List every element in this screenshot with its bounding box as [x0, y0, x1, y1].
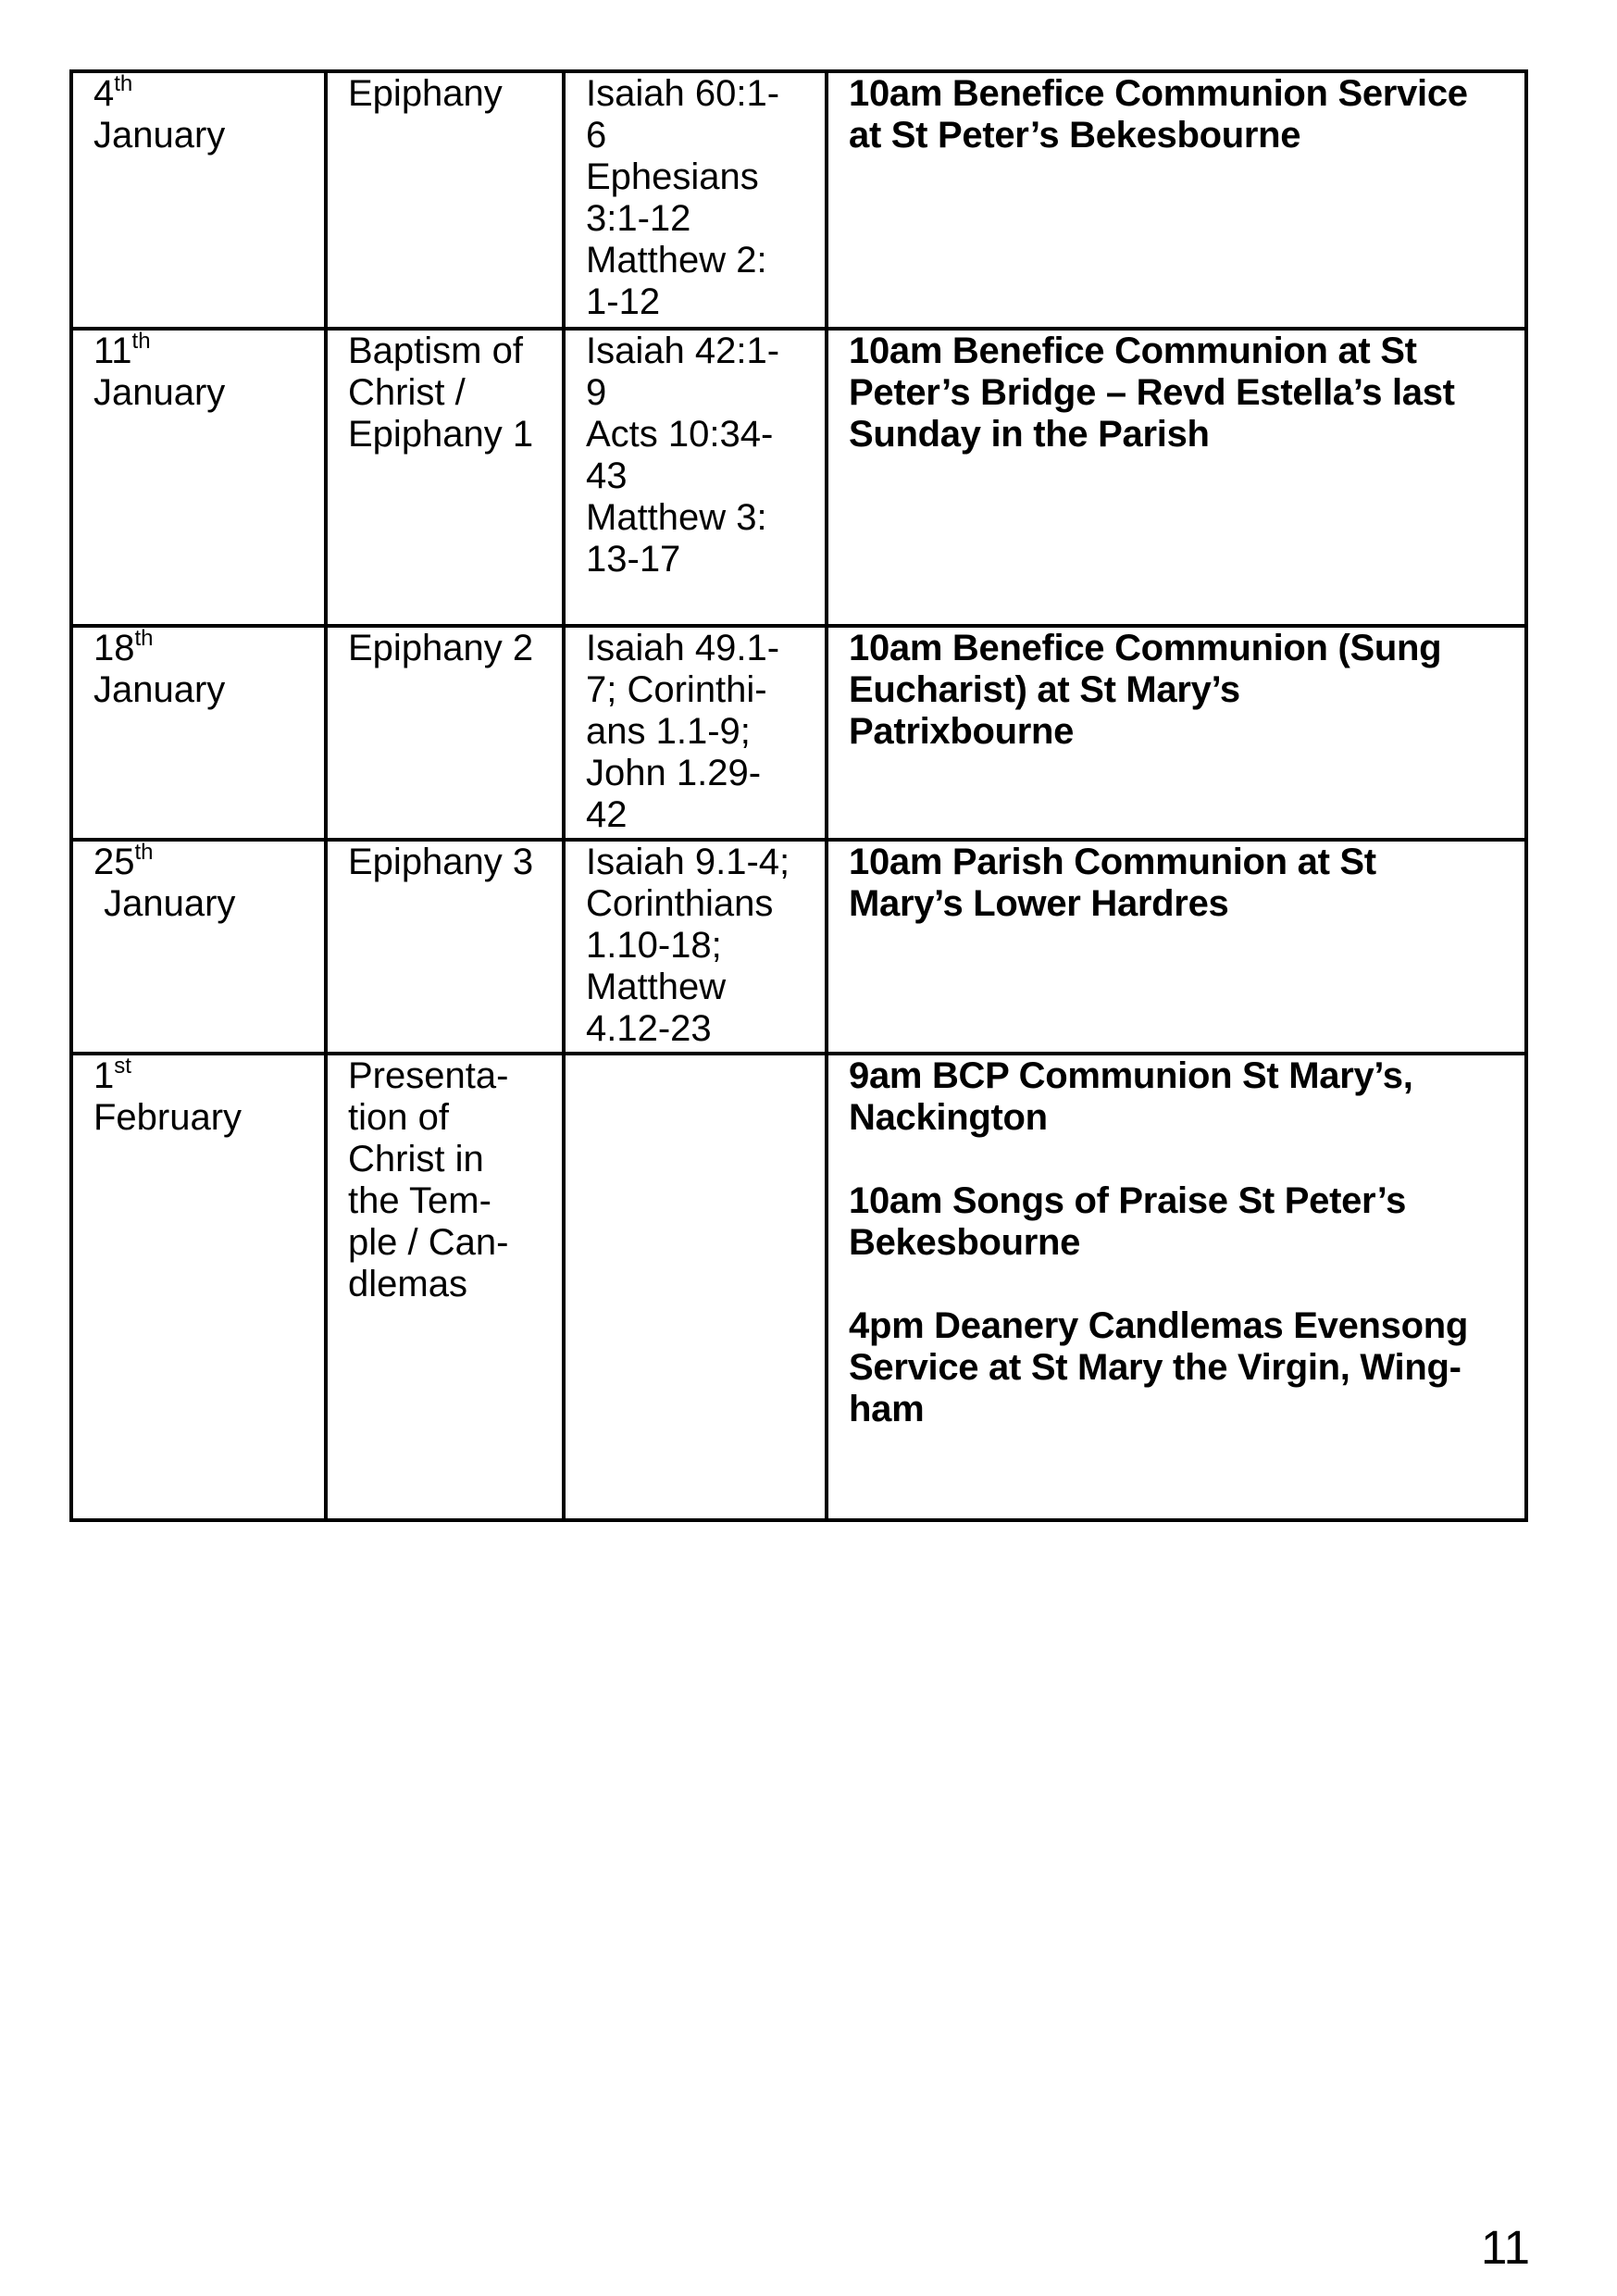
- occasion-line: Baptism of: [348, 331, 523, 371]
- reading-line: ans 1.1-9;: [586, 711, 751, 752]
- date-month: January: [93, 372, 226, 413]
- readings-cell: [564, 626, 827, 840]
- reading-line: 42: [586, 794, 628, 835]
- reading-line: Ephesians: [586, 156, 759, 197]
- reading-line: 4.12-23: [586, 1008, 712, 1049]
- service-gap: [849, 1139, 1515, 1180]
- service-line: Eucharist) at St Mary’s: [849, 669, 1240, 710]
- readings-cell: [564, 1054, 827, 1520]
- date-day: 25: [93, 842, 135, 882]
- occasion-line: Epiphany: [348, 73, 503, 114]
- occasion-cell: [326, 329, 564, 626]
- date-month: January: [93, 883, 236, 924]
- reading-line: Isaiah 49.1-: [586, 628, 780, 668]
- reading-line: Isaiah 9.1-4;: [586, 842, 790, 882]
- readings-cell: [564, 329, 827, 626]
- services-cell: [827, 840, 1526, 1054]
- occasion-line: the Tem-: [348, 1180, 491, 1221]
- service-line: 10am Benefice Communion at St: [849, 331, 1417, 371]
- readings-cell: [564, 840, 827, 1054]
- service-line: 4pm Deanery Candlemas Evensong: [849, 1305, 1469, 1346]
- service-line: Mary’s Lower Hardres: [849, 883, 1229, 924]
- occasion-cell: [326, 1054, 564, 1520]
- service-line: at St Peter’s Bekesbourne: [849, 115, 1301, 156]
- schedule-row: [71, 329, 1526, 626]
- service-line: 10am Benefice Communion (Sung: [849, 628, 1442, 668]
- schedule-row: [71, 1054, 1526, 1520]
- reading-line: 6: [586, 115, 607, 156]
- occasion-cell: [326, 626, 564, 840]
- occasion-line: Christ in: [348, 1139, 484, 1179]
- service-line: ham: [849, 1389, 925, 1429]
- date-cell: [71, 71, 326, 329]
- reading-line: 43: [586, 455, 628, 496]
- reading-line: 1-12: [586, 281, 661, 322]
- service-line: Service at St Mary the Virgin, Wing-: [849, 1347, 1462, 1388]
- reading-line: Matthew 2:: [586, 240, 767, 281]
- date-day: 4: [93, 73, 115, 114]
- reading-line: Acts 10:34-: [586, 414, 774, 455]
- reading-line: 1.10-18;: [586, 925, 722, 966]
- page-number: 11: [1481, 2221, 1530, 2274]
- services-cell: [827, 626, 1526, 840]
- service-schedule-body: [71, 71, 1526, 1520]
- occasion-cell: [326, 71, 564, 329]
- reading-line: 13-17: [586, 539, 681, 580]
- date-cell: [71, 840, 326, 1054]
- reading-line: Corinthians: [586, 883, 774, 924]
- service-line: Nackington: [849, 1097, 1048, 1138]
- service-gap: [849, 1264, 1515, 1305]
- occasion-line: Epiphany 1: [348, 414, 534, 455]
- date-ordinal-suffix: th: [134, 840, 154, 865]
- reading-line: 7; Corinthi-: [586, 669, 767, 710]
- service-line: 9am BCP Communion St Mary’s,: [849, 1055, 1413, 1096]
- date-ordinal-suffix: st: [114, 1054, 131, 1079]
- date-day: 18: [93, 628, 135, 668]
- date-ordinal-suffix: th: [131, 329, 151, 354]
- date-cell: [71, 329, 326, 626]
- service-line: 10am Parish Communion at St: [849, 842, 1376, 882]
- services-cell: [827, 1054, 1526, 1520]
- date-month: January: [93, 669, 226, 710]
- date-cell: [71, 1054, 326, 1520]
- reading-line: 9: [586, 372, 607, 413]
- date-month: February: [93, 1097, 243, 1138]
- schedule-row: [71, 71, 1526, 329]
- service-line: 10am Benefice Communion Service: [849, 73, 1468, 114]
- service-line: 10am Songs of Praise St Peter’s: [849, 1180, 1407, 1221]
- services-cell: [827, 329, 1526, 626]
- date-day: 11: [93, 331, 132, 371]
- readings-cell: [564, 71, 827, 329]
- date-ordinal-suffix: th: [114, 71, 133, 96]
- date-month: January: [93, 115, 226, 156]
- occasion-line: Epiphany 3: [348, 842, 534, 882]
- reading-line: John 1.29-: [586, 753, 762, 793]
- services-cell: [827, 71, 1526, 329]
- date-ordinal-suffix: th: [134, 626, 154, 651]
- reading-line: 3:1-12: [586, 198, 691, 239]
- reading-line: Isaiah 60:1-: [586, 73, 780, 114]
- schedule-row: [71, 840, 1526, 1054]
- occasion-line: tion of: [348, 1097, 449, 1138]
- reading-line: Matthew 3:: [586, 497, 767, 538]
- date-day: 1: [93, 1055, 115, 1096]
- service-line: Peter’s Bridge – Revd Estella’s last: [849, 372, 1455, 413]
- occasion-line: dlemas: [348, 1264, 467, 1304]
- reading-line: Isaiah 42:1-: [586, 331, 780, 371]
- reading-line: Matthew: [586, 967, 727, 1007]
- date-cell: [71, 626, 326, 840]
- service-line: Bekesbourne: [849, 1222, 1081, 1263]
- schedule-row: [71, 626, 1526, 840]
- occasion-line: Presenta-: [348, 1055, 509, 1096]
- occasion-line: ple / Can-: [348, 1222, 509, 1263]
- service-schedule-table: [69, 69, 1528, 1522]
- occasion-line: Epiphany 2: [348, 628, 534, 668]
- service-line: Patrixbourne: [849, 711, 1075, 752]
- occasion-line: Christ /: [348, 372, 466, 413]
- service-line: Sunday in the Parish: [849, 414, 1210, 455]
- occasion-cell: [326, 840, 564, 1054]
